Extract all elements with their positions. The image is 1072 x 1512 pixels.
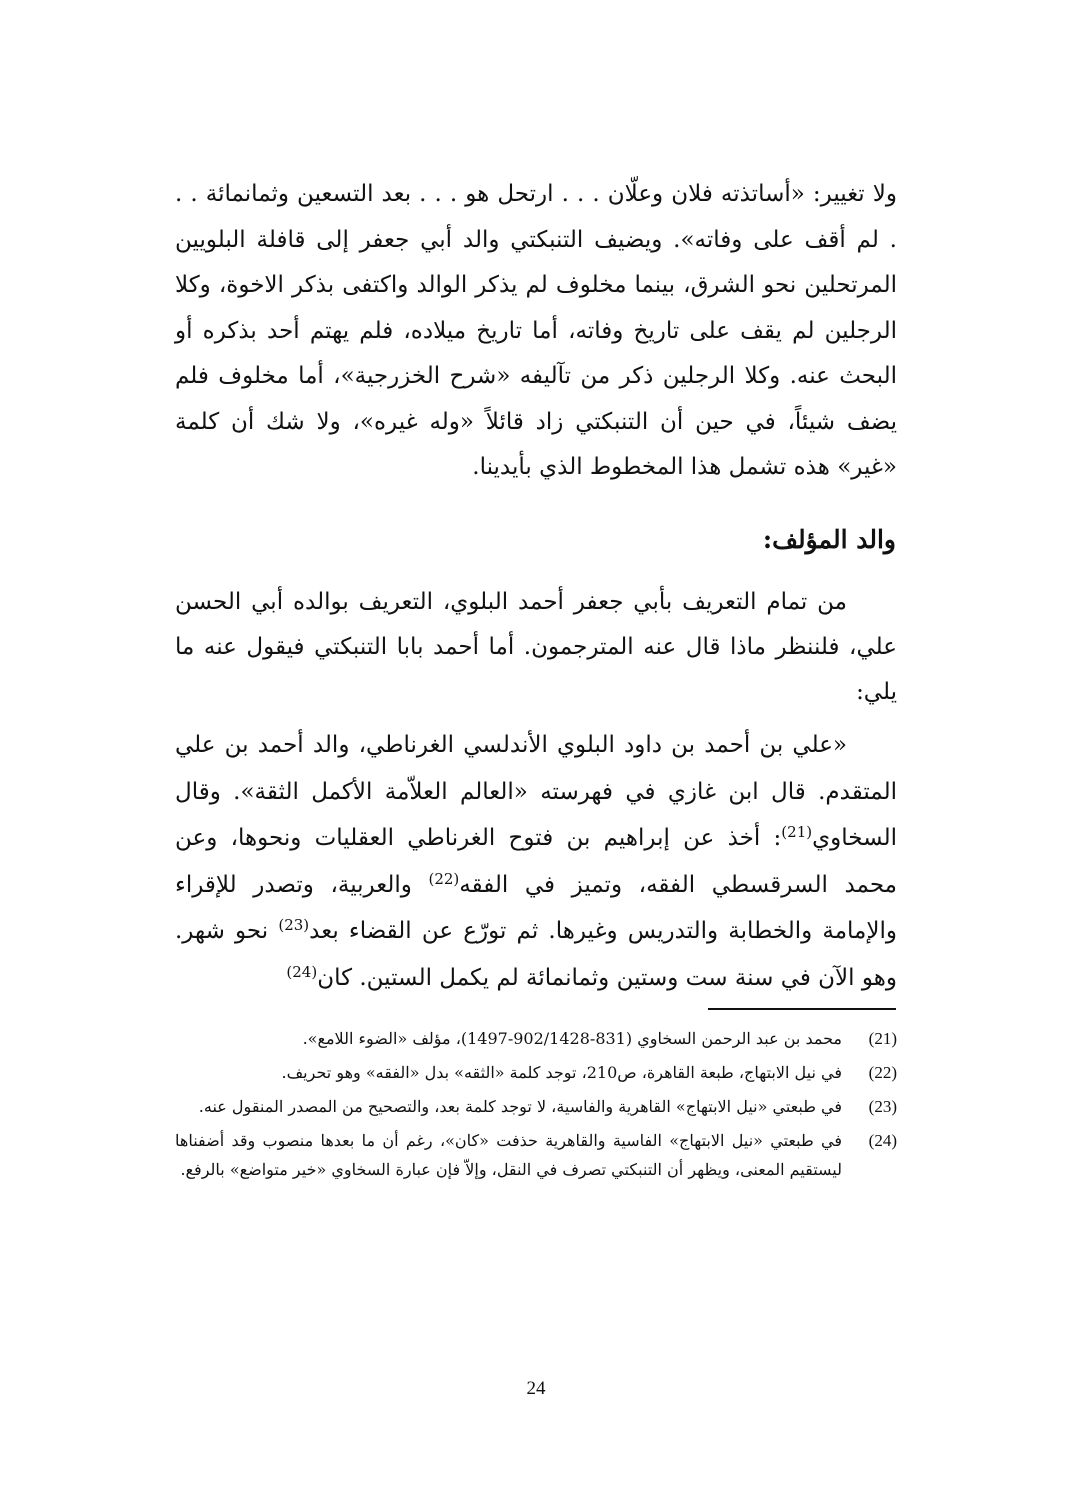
footnote-reference: (23) [278,916,310,934]
footnote-item [175,1058,897,1087]
body-paragraph-top: ولا تغيير: «أساتذته فلان وعلّان . . . ارتحل هو . . . بعد التسعين وثمانمائة . . . لم أقف على وفاته». ويضيف التنبكتي والد أبي جعفر إلى قافلة البلويين المرتحلين نحو الشرق، بينما مخلوف لم يذكر الوالد واكتفى بذكر الاخوة، وكلا الرجلين لم يقف على تاريخ وفاته، أما تاريخ ميلاده، فلم يهتم أحد بذكره أو البحث عنه. وكلا الرجلين ذكر من تآليفه «شرح الخزرجية»، أما مخلوف فلم يضف شيئاً، في حين أن التنبكتي زاد قائلاً «وله غيره»، ولا شك أن كلمة «غير» هذه تشمل هذا المخطوط الذي بأيدينا. [175,181,897,480]
section-heading: والد المؤلف: [762,525,896,554]
footnote-item [175,1092,897,1121]
page-number: 24 [526,1378,546,1399]
footnote-text: في طبعتي «نيل الابتهاج» القاهرية والفاسية، لا توجد كلمة بعد، والتصحيح من المصدر المنقول عنه. [198,1097,842,1116]
footnote-number: (21) [868,1029,897,1048]
footnotes-list [175,1024,897,1189]
quote-segment: «علي بن أحمد بن داود البلوي الأندلسي الغرناطي، والد أحمد بن علي المتقدم. قال ابن غازي في فهرسته «العالم العلاّمة الأكمل الثقة». وقال السخاوي [175,732,897,851]
footnote-item [175,1024,897,1053]
footnote-text: محمد بن عبد الرحمن السخاوي (831-902/1428-1497)، مؤلف «الضوء اللامع». [302,1029,842,1048]
footnote-number: (22) [868,1063,897,1082]
quote-segment: : أخذ عن إبراهيم بن فتوح الغرناطي العقليات ونحوها، وعن محمد السرقسطي الفقه، وتميز في الفقه [175,825,897,898]
footnote-item [175,1126,897,1184]
footnote-text: في طبعتي «نيل الابتهاج» الفاسية والقاهرية حذفت «كان»، رغم أن ما بعدها منصوب وقد أضفناها ليستقيم المعنى، ويظهر أن التنبكتي تصرف في النقل، وإلاّ فإن عبارة السخاوي «خير متواضع» بالرفع. [175,1131,842,1179]
footnote-reference: (21) [781,823,813,841]
footnote-reference: (24) [286,962,318,981]
quoted-biography-paragraph [175,722,897,1001]
body-paragraph-intro: من تمام التعريف بأبي جعفر أحمد البلوي، التعريف بوالده أبي الحسن علي، فلننظر ماذا قال عنه المترجمون. أما أحمد بابا التنبكتي فيقول عنه ما يلي: [175,589,897,705]
footnote-number: (23) [868,1097,897,1116]
quote-segment: نحو شهر. وهو الآن في سنة ست وستين وثمانمائة لم يكمل الستين. كان [175,918,897,991]
footnote-reference: (22) [428,869,460,888]
footnote-text: في نيل الابتهاج، طبعة القاهرة، ص210، توجد كلمة «الثقه» بدل «الفقه» وهو تحريف. [281,1063,842,1082]
footnote-number: (24) [868,1131,897,1150]
footnote-divider [708,1008,896,1010]
quote-segment: والعربية، وتصدر للإقراء والإمامة والخطابة والتدريس وغيرها. ثم تورّع عن القضاء بعد [175,871,897,944]
